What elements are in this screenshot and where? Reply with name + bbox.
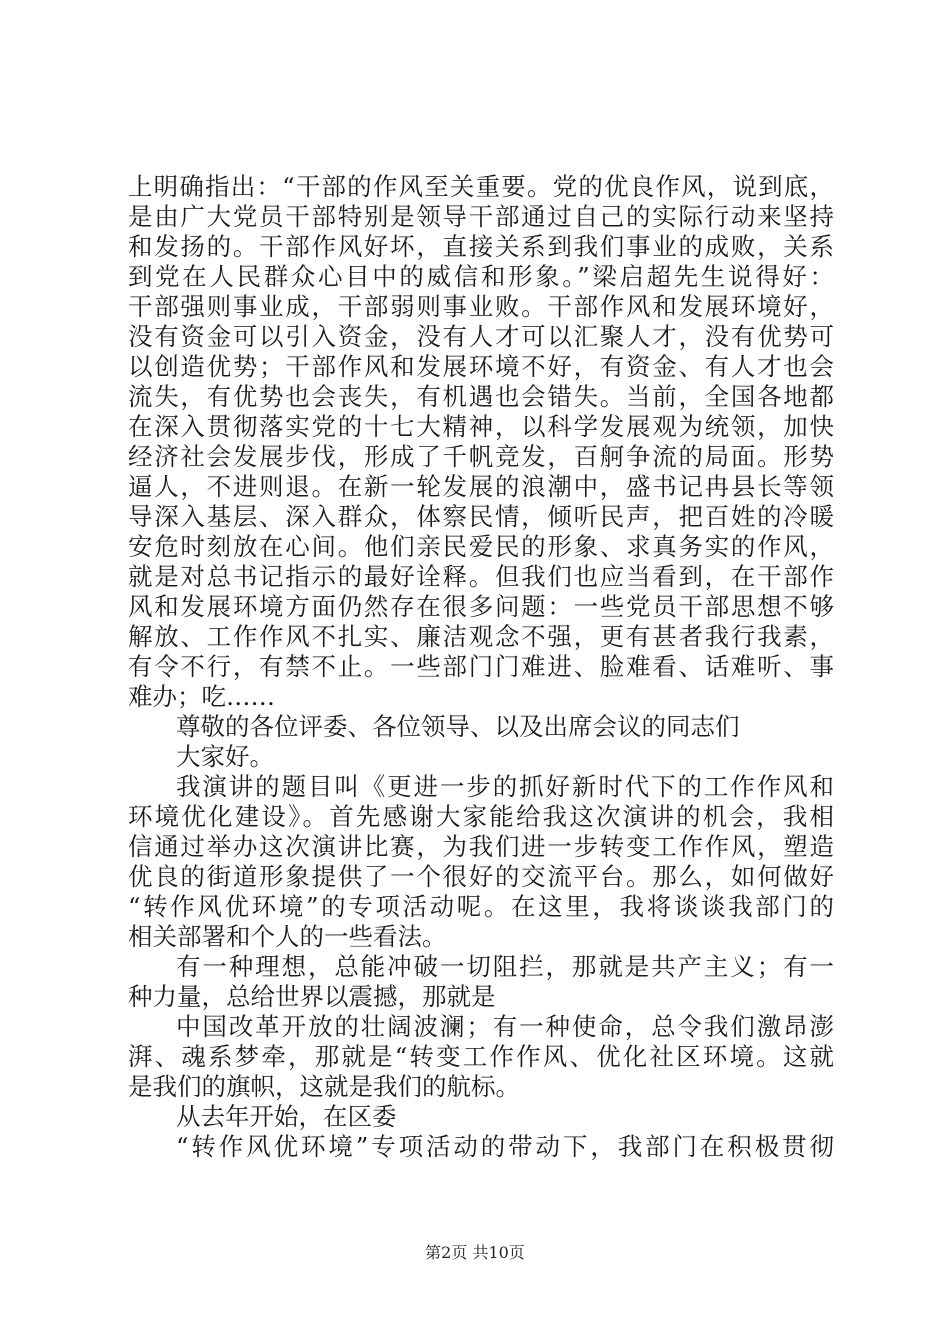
text-line: 解放、工作作风不扎实、廉洁观念不强，更有甚者我行我素， [128,622,834,651]
text-line: 信通过举办这次演讲比赛，为我们进一步转变工作作风，塑造 [128,832,834,861]
text-line: 是由广大党员干部特别是领导干部通过自己的实际行动来坚持 [128,202,834,231]
text-line: 大家好。 [176,742,274,771]
text-line: 种力量，总给世界以震撼，那就是 [128,982,496,1011]
text-line: 有令不行，有禁不止。一些部门门难进、脸难看、话难听、事 [128,652,834,681]
text-line: 是我们的旗帜，这就是我们的航标。 [128,1072,520,1101]
page-number-footer: 第2页 共10页 [425,1243,525,1262]
text-line: 优良的街道形象提供了一个很好的交流平台。那么，如何做好 [128,862,834,891]
text-line: 干部强则事业成，干部弱则事业败。干部作风和发展环境好， [128,292,834,321]
text-line: 到党在人民群众心目中的威信和形象。”梁启超先生说得好： [128,262,834,291]
text-line: 我演讲的题目叫《更进一步的抓好新时代下的工作作风和 [176,772,834,801]
text-line: “转作风优环境”的专项活动呢。在这里，我将谈谈我部门的 [128,892,834,921]
text-line: 以创造优势；干部作风和发展环境不好，有资金、有人才也会 [128,352,834,381]
text-line: 尊敬的各位评委、各位领导、以及出席会议的同志们 [176,712,740,741]
text-line: 没有资金可以引入资金，没有人才可以汇聚人才，没有优势可 [128,322,834,351]
text-line: 导深入基层、深入群众，体察民情，倾听民声，把百姓的冷暖 [128,502,834,531]
text-line: 相关部署和个人的一些看法。 [128,922,447,951]
text-line: 风和发展环境方面仍然存在很多问题：一些党员干部思想不够 [128,592,834,621]
text-line: 安危时刻放在心间。他们亲民爱民的形象、求真务实的作风， [128,532,834,561]
text-line: 中国改革开放的壮阔波澜；有一种使命，总令我们激昂澎 [176,1012,834,1041]
text-line: 难办；吃…… [128,682,275,711]
text-line: 就是对总书记指示的最好诠释。但我们也应当看到，在干部作 [128,562,834,591]
text-line: 有一种理想，总能冲破一切阻拦，那就是共产主义；有一 [176,952,834,981]
text-line: 环境优化建设》。首先感谢大家能给我这次演讲的机会，我相 [128,802,834,831]
text-line: 上明确指出：“干部的作风至关重要。党的优良作风，说到底， [128,172,834,201]
text-line: 经济社会发展步伐，形成了千帆竞发，百舸争流的局面。形势 [128,442,834,471]
text-line: 湃、魂系梦牵，那就是“转变工作作风、优化社区环境。这就 [128,1042,834,1071]
text-line: 在深入贯彻落实党的十七大精神，以科学发展观为统领，加快 [128,412,834,441]
document-body [128,172,834,1162]
text-line: 和发扬的。干部作风好坏，直接关系到我们事业的成败，关系 [128,232,834,261]
text-line: 流失，有优势也会丧失，有机遇也会错失。当前，全国各地都 [128,382,834,411]
text-line: 从去年开始，在区委 [176,1102,397,1131]
text-line: “转作风优环境”专项活动的带动下，我部门在积极贯彻 [176,1132,834,1161]
text-line: 逼人，不进则退。在新一轮发展的浪潮中，盛书记冉县长等领 [128,472,834,501]
